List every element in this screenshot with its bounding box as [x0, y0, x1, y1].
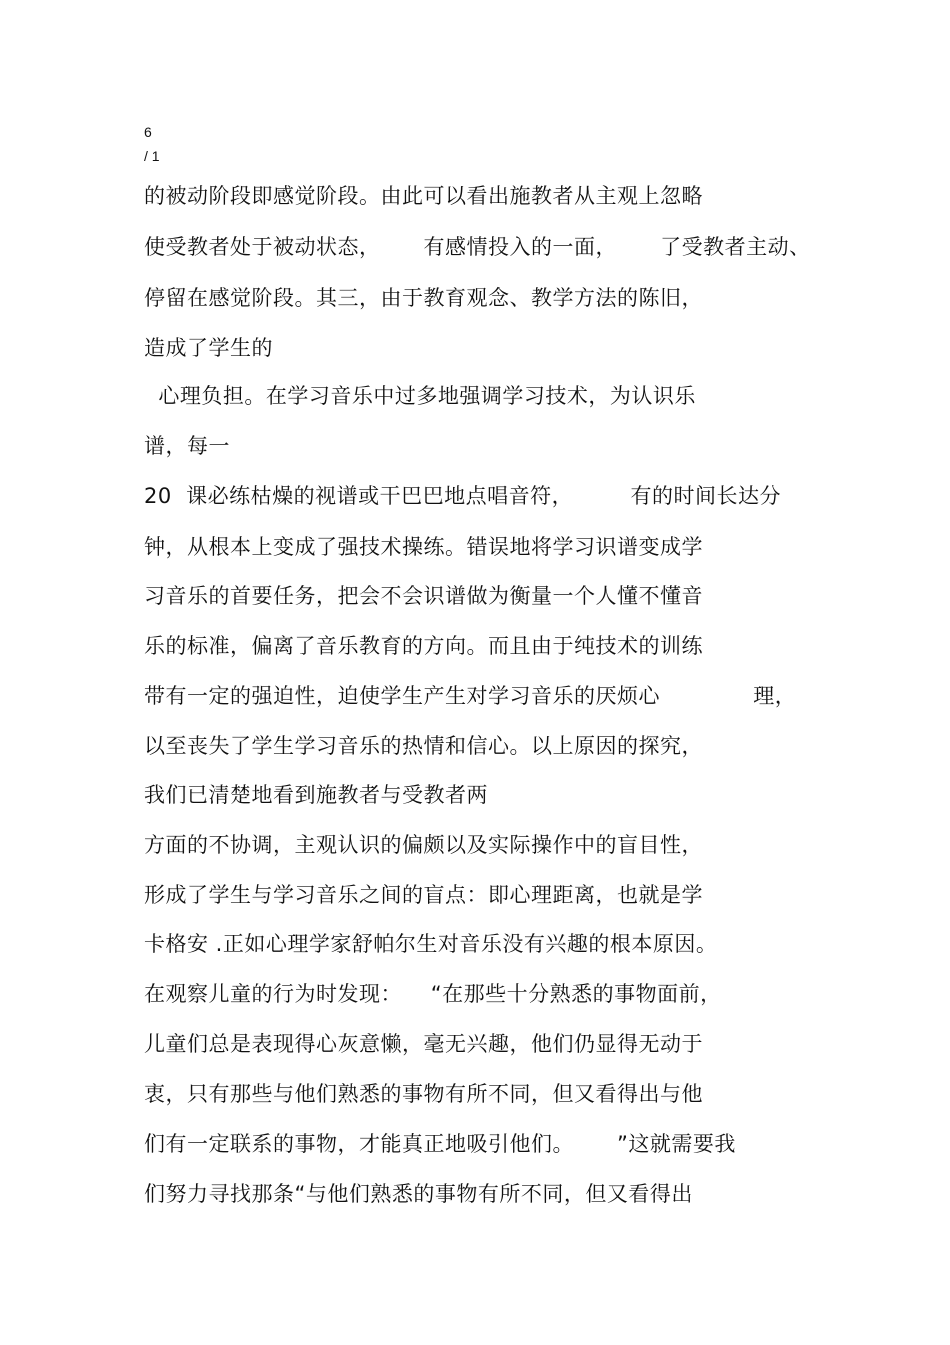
text-line-16: 卡格安 .正如心理学家舒帕尔生对音乐没有兴趣的根本原因。 — [144, 932, 718, 956]
text-line-17: 在观察儿童的行为时发现： “在那些十分熟悉的事物面前， — [144, 982, 722, 1006]
text-line-6: 谱，每一 — [144, 434, 230, 458]
text-line-12: 以至丧失了学生学习音乐的热情和信心。以上原因的探究， — [144, 734, 703, 758]
text-line-13: 我们已清楚地看到施教者与受教者两 — [144, 783, 488, 807]
text-line-19: 衷，只有那些与他们熟悉的事物有所不同，但又看得出与他 — [144, 1082, 703, 1106]
text-line-2: 使受教者处于被动状态， 有感情投入的一面， 了受教者主动、 — [144, 235, 811, 259]
text-line-7: 20 课必练枯燥的视谱或干巴巴地点唱音符， 有的时间长达分 — [144, 484, 781, 508]
text-line-15: 形成了学生与学习音乐之间的盲点：即心理距离，也就是学 — [144, 883, 703, 907]
text-line-3: 停留在感觉阶段。其三，由于教育观念、教学方法的陈旧， — [144, 286, 703, 310]
page-number-top: 6 — [144, 124, 152, 140]
text-line-5: 心理负担。在学习音乐中过多地强调学习技术，为认识乐 — [144, 384, 696, 408]
text-line-4: 造成了学生的 — [144, 336, 273, 360]
text-line-8: 钟，从根本上变成了强技术操练。错误地将学习识谱变成学 — [144, 535, 703, 559]
text-line-14: 方面的不协调，主观认识的偏颇以及实际操作中的盲目性， — [144, 833, 703, 857]
text-line-9: 习音乐的首要任务，把会不会识谱做为衡量一个人懂不懂音 — [144, 584, 703, 608]
text-line-1: 的被动阶段即感觉阶段。由此可以看出施教者从主观上忽略 — [144, 184, 703, 208]
text-line-18: 儿童们总是表现得心灰意懒，毫无兴趣，他们仍显得无动于 — [144, 1032, 703, 1056]
text-line-20: 们有一定联系的事物，才能真正地吸引他们。 ”这就需要我 — [144, 1132, 736, 1156]
page-number-bottom: / 1 — [144, 148, 160, 164]
text-line-10: 乐的标准，偏离了音乐教育的方向。而且由于纯技术的训练 — [144, 634, 703, 658]
text-line-11: 带有一定的强迫性，迫使学生产生对学习音乐的厌烦心 理， — [144, 684, 797, 708]
text-line-21: 们努力寻找那条“与他们熟悉的事物有所不同，但又看得出 — [144, 1182, 693, 1206]
